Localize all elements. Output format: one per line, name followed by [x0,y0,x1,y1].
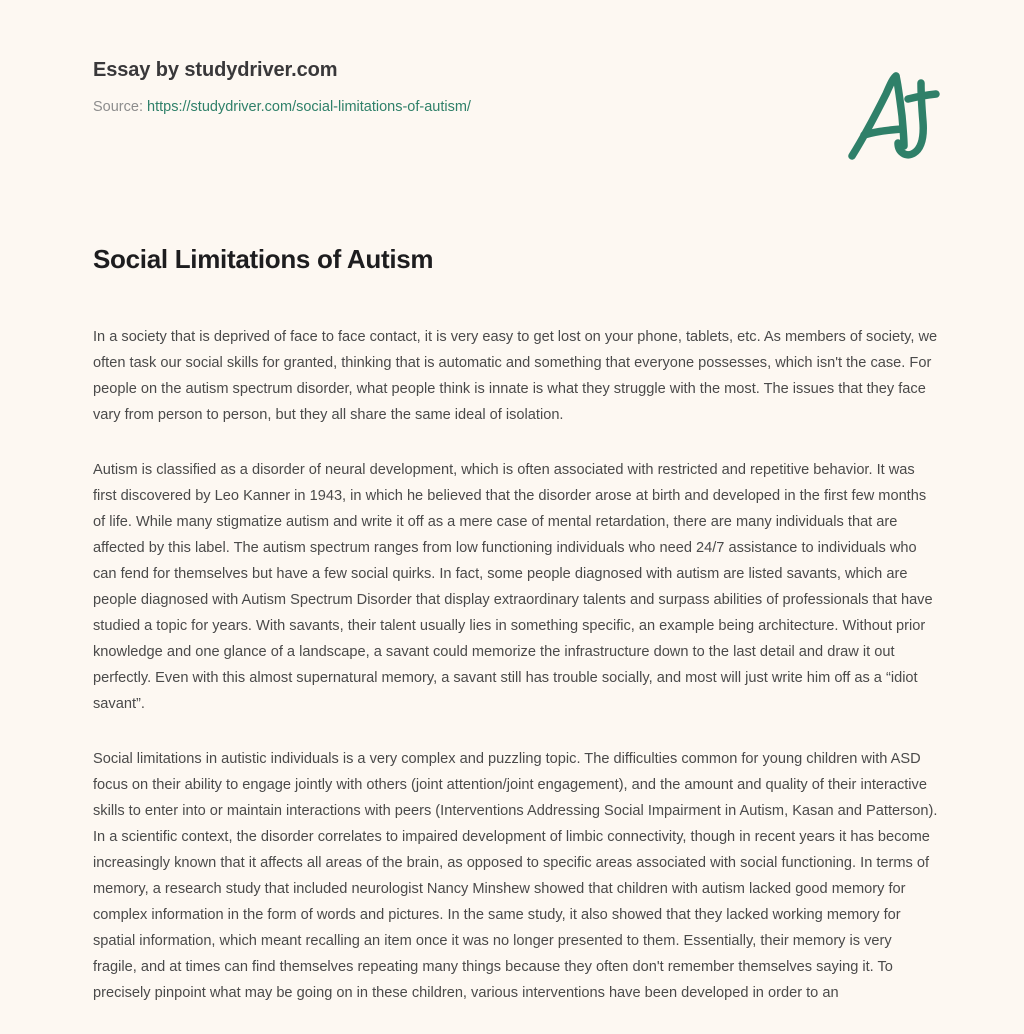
article-body [93,243,938,1006]
source-line [93,98,953,117]
source-url-link[interactable]: https://studydriver.com/social-limitations-of-autism/ [147,99,471,115]
article-paragraphs [93,324,938,1006]
paragraph: Social limitations in autistic individuals is a very complex and puzzling topic. The difficulties common for young children with ASD focus on their ability to engage jointly with others (joint attention/joint engagement), and the amount and quality of their interactive skills to enter into or maintain interactions with peers (Interventions Addressing Social Impairment in Autism, Kasan and Patterson). In a scientific context, the disorder correlates to impaired development of limbic connectivity, though in recent years it has become increasingly known that it affects all areas of the brain, as opposed to specific areas associated with social functioning. In terms of memory, a research study that included neurologist Nancy Minshew showed that children with autism lacked good memory for complex information in the form of words and pictures. In the same study, it also showed that they lacked working memory for spatial information, which meant recalling an item once it was no longer presented to them. Essentially, their memory is very fragile, and at times can find themselves repeating many things because they often don't remember themselves saying it. To precisely pinpoint what may be going on in these children, various interventions have been developed in order to an [93,750,938,1001]
source-label: Source: [93,99,143,115]
essay-byline: Essay by studydriver.com [93,59,338,81]
a-plus-logo-icon [836,56,956,176]
paragraph: Autism is classified as a disorder of neural development, which is often associated with restricted and repetitive behavior. It was first discovered by Leo Kanner in 1943, in which he believed that the disorder arose at birth and developed in the first few months of life. While many stigmatize autism and write it off as a mere case of mental retardation, there are many individuals that are affected by this label. The autism spectrum ranges from low functioning individuals who need 24/7 assistance to individuals who can fend for themselves but have a few social quirks. In fact, some people diagnosed with autism are listed savants, which are people diagnosed with Autism Spectrum Disorder that display extraordinary talents and surpass abilities of professionals that have studied a topic for years. With savants, their talent usually lies in something specific, an example being architecture. Without prior knowledge and one glance of a landscape, a savant could memorize the infrastructure down to the last detail and draw it out perfectly. Even with this almost supernatural memory, a savant still has trouble socially, and most will just write him off as a “idiot savant”. [93,461,933,712]
page-title: Social Limitations of Autism [93,244,434,274]
a-plus-logo [836,56,956,176]
document-header [93,58,953,117]
paragraph: In a society that is deprived of face to face contact, it is very easy to get lost on your phone, tablets, etc. As members of society, we often task our social skills for granted, thinking that is automatic and something that everyone possesses, which isn't the case. For people on the autism spectrum disorder, what people think is innate is what they struggle with the most. The issues that they face vary from person to person, but they all share the same ideal of isolation. [93,328,938,423]
